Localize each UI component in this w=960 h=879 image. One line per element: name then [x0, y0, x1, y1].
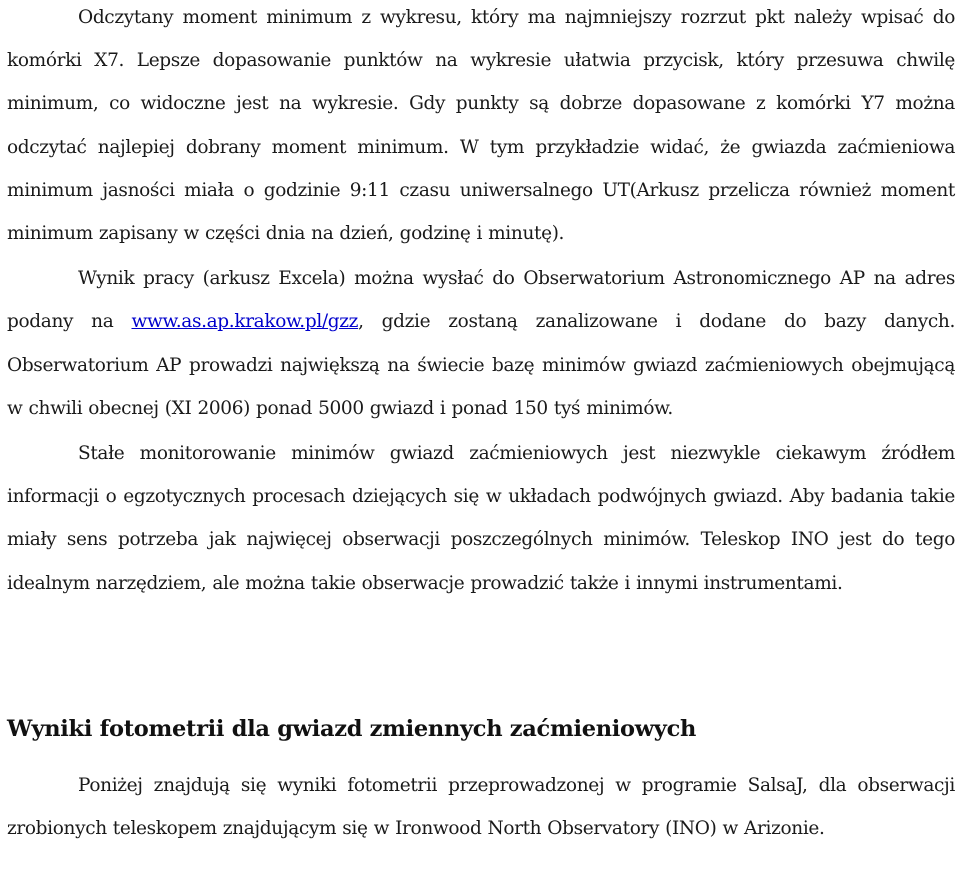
document-page [7, 0, 955, 840]
paragraph-submit-text-start: Wynik pracy (arkusz Excela) można wysłać do Obserwatorium Astronomicznego AP na adres podany na [7, 268, 955, 333]
paragraph-submit-text-end: , gdzie zostaną zanalizowane i dodane do bazy danych. Obserwatorium AP prowadzi największą na świecie bazę minimów gwiazd zaćmieniowych obejmującą w chwili obecnej (XI 2006) ponad 5000 gwiazd i ponad 150 tyś minimów. [7, 311, 955, 419]
paragraph-submit-results [7, 257, 955, 430]
paragraph-monitoring: Stałe monitorowanie minimów gwiazd zaćmieniowych jest niezwykle ciekawym źródłem informacji o egzotycznych procesach dziejących się w układach podwójnych gwiazd. Aby badania takie miały sens potrzeba jak najwięcej obserwacji poszczególnych minimów. Teleskop INO jest do tego idealnym narzędziem, ale można takie obserwacje prowadzić także i innymi instrumentami. [7, 443, 955, 594]
paragraph-photometry-intro: Poniżej znajdują się wyniki fotometrii przeprowadzonej w programie SalsaJ, dla obserwacji zrobionych teleskopem znajdującym się w Ironwood North Observatory (INO) w Arizonie. [7, 775, 955, 840]
observatory-link[interactable]: www.as.ap.krakow.pl/gzz [131, 311, 359, 333]
paragraph-minimum-reading: Odczytany moment minimum z wykresu, który ma najmniejszy rozrzut pkt należy wpisać do komórki X7. Lepsze dopasowanie punktów na wykresie ułatwia przycisk, który przesuwa chwilę minimum, co widoczne jest na wykresie. Gdy punkty są dobrze dopasowane z komórki Y7 można odczytać najlepiej dobrany moment minimum. W tym przykładzie widać, że gwiazda zaćmieniowa minimum jasności miała o godzinie 9:11 czasu uniwersalnego UT(Arkusz przelicza również moment minimum zapisany w części dnia na dzień, godzinę i minutę). [7, 7, 955, 245]
section-heading: Wyniki fotometrii dla gwiazd zmiennych zaćmieniowych [7, 716, 697, 742]
